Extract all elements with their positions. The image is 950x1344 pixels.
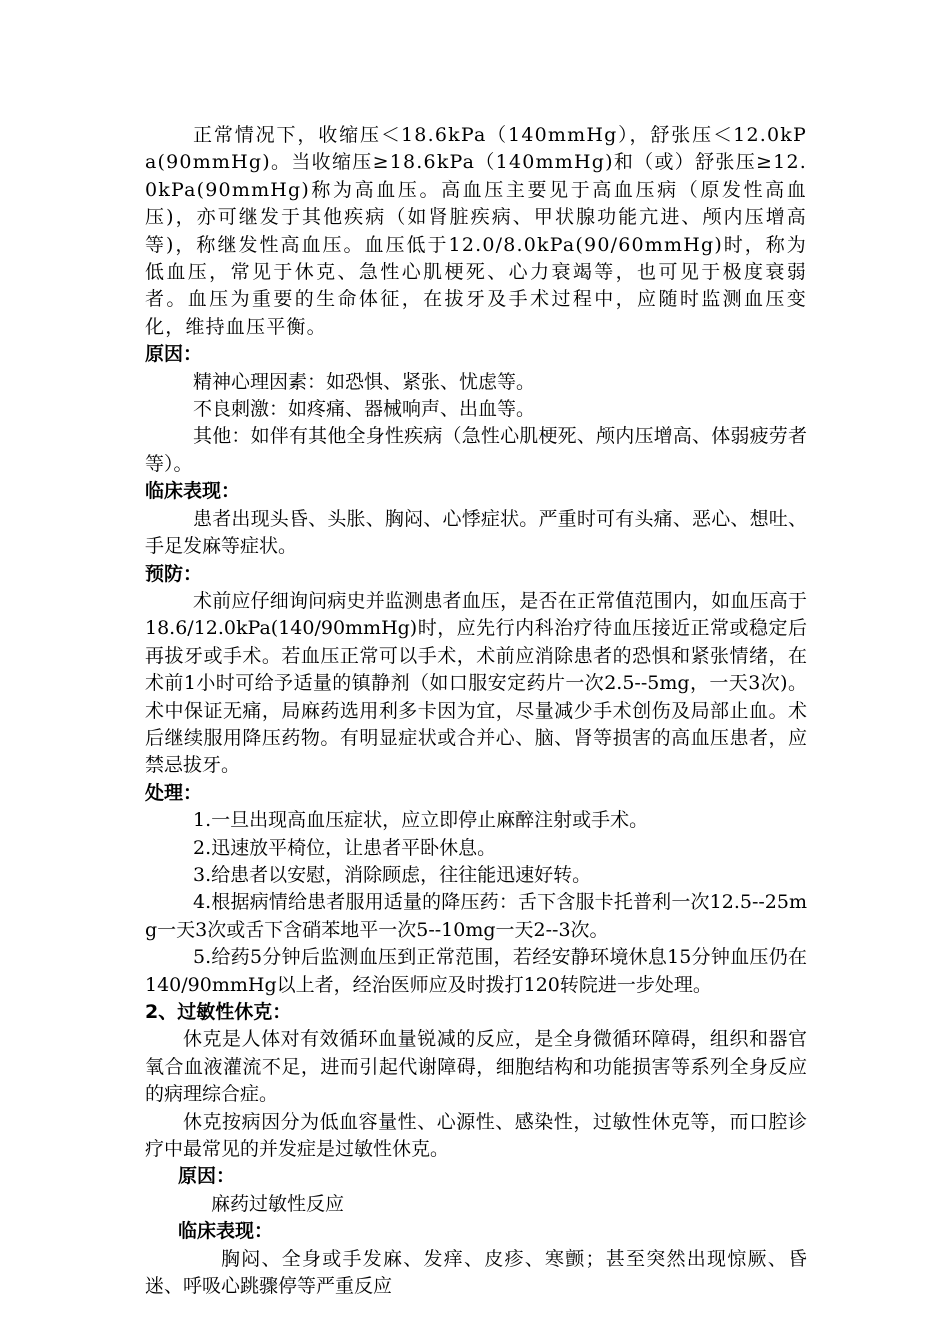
document-body (145, 122, 807, 1300)
treatment-heading: 处理： (145, 781, 203, 804)
cause-item: 不良刺激：如疼痛、器械响声、出血等。 (193, 398, 536, 421)
cause-item: 其他：如伴有其他全身性疾病（急性心肌梗死、颅内压增高、体弱疲劳者等）。 (145, 425, 807, 475)
shock-heading: 2、过敏性休克： (145, 1001, 292, 1023)
treatment-item: 2.迅速放平椅位，让患者平卧休息。 (193, 836, 497, 859)
shock-clinical-heading: 临床表现： (178, 1220, 274, 1243)
treatment-item: 4.根据病情给患者服用适量的降压药：舌下含服卡托普利一次12.5--25mg一天3次或舌下含硝苯地平一次5--10mg一天2--3次。 (145, 891, 807, 941)
clinical-paragraph: 患者出现头昏、头胀、胸闷、心悸症状。严重时可有头痛、恶心、想吐、手足发麻等症状。 (145, 507, 807, 558)
intro-paragraph: 正常情况下，收缩压＜18.6kPa（140mmHg），舒张压＜12.0kPa(90mmHg)。当收缩压≥18.6kPa（140mmHg)和（或）舒张压≥12.0kPa(90mmHg)称为高血压。高血压主要见于高血压病（原发性高血压)，亦可继发于其他疾病（如肾脏疾病、甲状腺功能亢进、颅内压增高等)，称继发性高血压。血压低于12.0/8.0kPa(90/60mmHg)时，称为低血压，常见于休克、急性心肌梗死、心力衰竭等，也可见于极度衰弱者。血压为重要的生命体征，在拔牙及手术过程中，应随时监测血压变化，维持血压平衡。 (145, 124, 807, 338)
shock-paragraph: 休克按病因分为低血容量性、心源性、感染性，过敏性休克等，而口腔诊疗中最常见的并发症是过敏性休克。 (145, 1110, 807, 1161)
cause-item: 精神心理因素：如恐惧、紧张、忧虑等。 (193, 370, 536, 393)
cause-heading: 原因： (145, 343, 203, 366)
shock-paragraph: 休克是人体对有效循环血量锐减的反应，是全身微循环障碍，组织和器官氧合血液灌流不足，进而引起代谢障碍，细胞结构和功能损害等系列全身反应的病理综合症。 (145, 1028, 807, 1106)
shock-clinical-text: 胸闷、全身或手发麻、发痒、皮疹、寒颤；甚至突然出现惊厥、昏迷、呼吸心跳骤停等严重反应 (145, 1247, 807, 1298)
clinical-heading: 临床表现： (145, 480, 241, 503)
shock-cause-text: 麻药过敏性反应 (211, 1192, 345, 1215)
prevention-heading: 预防： (145, 562, 203, 585)
treatment-item: 3.给患者以安慰，消除顾虑，往往能迅速好转。 (193, 863, 592, 886)
prevention-paragraph: 术前应仔细询问病史并监测患者血压，是否在正常值范围内，如血压高于18.6/12.0kPa(140/90mmHg)时，应先行内科治疗待血压接近正常或稳定后再拔牙或手术。若血压正常可以手术，术前应消除患者的恐惧和紧张情绪，在术前1小时可给予适量的镇静剂（如口服安定药片一次2.5--5mg，一天3次)。术中保证无痛，局麻药选用利多卡因为宜，尽量减少手术创伤及局部止血。术后继续服用降压药物。有明显症状或合并心、脑、肾等损害的高血压患者，应禁忌拔牙。 (145, 589, 807, 777)
shock-cause-heading: 原因： (178, 1165, 236, 1188)
treatment-item: 1.一旦出现高血压症状，应立即停止麻醉注射或手术。 (193, 809, 649, 832)
treatment-item: 5.给药5分钟后监测血压到正常范围，若经安静环境休息15分钟血压仍在140/90mmHg以上者，经治医师应及时拨打120转院进一步处理。 (145, 946, 807, 996)
